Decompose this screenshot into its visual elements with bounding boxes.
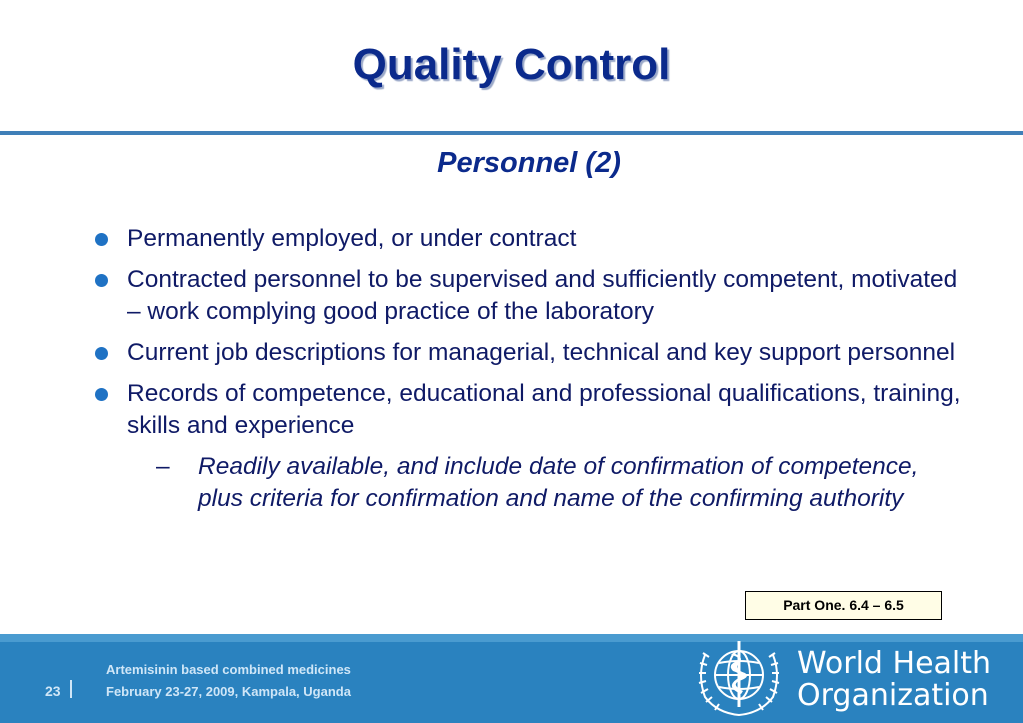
bullet-dot-icon — [95, 233, 108, 246]
bullet-text: Permanently employed, or under contract — [127, 225, 577, 252]
footer-course-title: Artemisinin based combined medicines — [106, 662, 351, 677]
footer-event-date: February 23-27, 2009, Kampala, Uganda — [106, 684, 351, 699]
bullet-item — [95, 264, 975, 328]
who-name-line1: World Health — [797, 646, 992, 681]
footer-highlight — [0, 634, 1023, 642]
who-emblem-icon — [693, 635, 785, 721]
who-name — [797, 648, 991, 712]
page-separator — [70, 680, 72, 698]
sub-bullet-list — [95, 451, 975, 514]
reference-box: Part One. 6.4 – 6.5 — [745, 591, 942, 620]
bullet-item — [95, 378, 975, 442]
bullet-item — [95, 337, 975, 369]
page-number: 23 — [45, 683, 61, 699]
slide-title: Quality Control — [352, 40, 671, 89]
slide-subtitle: Personnel (2) — [437, 147, 621, 179]
footer-bar — [0, 634, 1023, 723]
sub-bullet-item — [156, 451, 958, 514]
bullet-dot-icon — [95, 347, 108, 360]
who-name-line2: Organization — [797, 678, 989, 713]
bullet-text: Contracted personnel to be supervised and sufficiently competent, motivated – work complying good practice of the laboratory — [127, 266, 958, 325]
bullet-dot-icon — [95, 388, 108, 401]
bullet-dot-icon — [95, 274, 108, 287]
bullet-text: Current job descriptions for managerial, technical and key support personnel — [127, 339, 956, 366]
bullet-item — [95, 223, 975, 255]
bullet-text: Records of competence, educational and professional qualifications, training, skills and experience — [127, 380, 961, 439]
dash-marker: – — [156, 453, 170, 480]
sub-bullet-text: Readily available, and include date of confirmation of competence, plus criteria for confirmation and name of the confirming authority — [198, 453, 919, 512]
title-divider — [0, 131, 1023, 135]
bullet-list — [95, 223, 975, 514]
